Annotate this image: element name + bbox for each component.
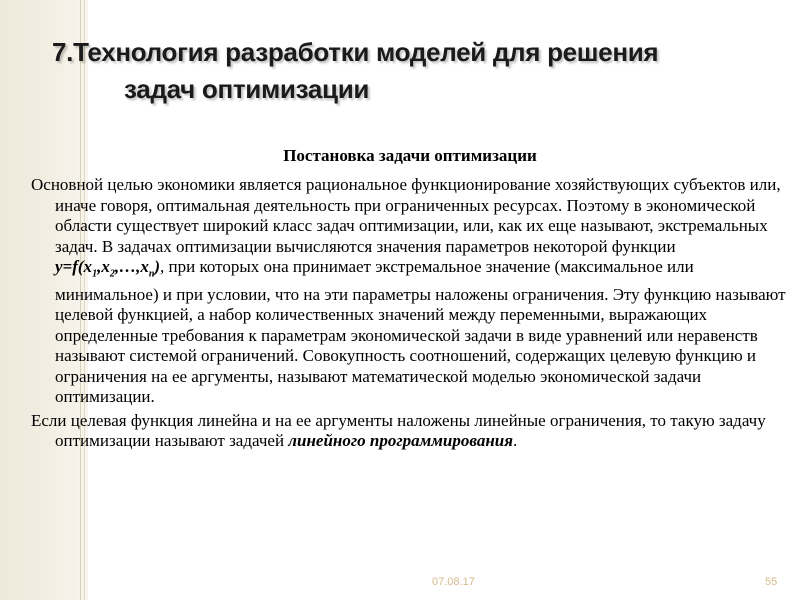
slide-title [52, 34, 752, 108]
paragraph-2-text-after: . [512, 431, 518, 451]
formula-part: ,x [97, 257, 110, 276]
page-number: 55 [765, 576, 778, 588]
title-line-2: задач оптимизации [124, 74, 370, 104]
paragraph-1-text-after: , при которых она принимает экстремальное значение (максимальное или минимальное) и при условии, что на эти параметры наложены ограничения. Эту функцию называют целевой функцией, а набор количественных значений между переменными, выражающих определенные требования к параметрам экономической задачи в виде уравнений или неравенств называют системой ограничений. Совокупность соотношений, содержащих целевую функцию и ограничения на ее аргументы, называют математической моделью экономической задачи оптимизации. [55, 257, 786, 407]
formula-sub-1: 1 [92, 268, 98, 280]
footer-date: 07.08.17 [432, 576, 475, 588]
formula-sub-2: 2 [109, 268, 115, 280]
function-formula [55, 257, 161, 280]
formula-tail: ) [154, 257, 161, 276]
paragraph-2-text-before: Если целевая функция линейна и на ее аргументы наложены линейные ограничения, то такую задачу оптимизации называют задачей [31, 410, 766, 451]
section-subtitle: Постановка задачи оптимизации [283, 146, 537, 165]
title-line-1: 7.Технология разработки моделей для решения [52, 37, 659, 67]
paragraph-1 [31, 175, 789, 408]
emphasis-term: линейного программирования [288, 431, 513, 451]
paragraph-1-text-before: Основной целью экономики является рациональное функционирование хозяйствующих субъектов или, иначе говоря, оптимальная деятельность при ограниченных ресурсах. Поэтому в экономической области существует широкий класс задач оптимизации, или, как их еще называют, экстремальных задач. В задачах оптимизации вычисляются значения параметров некоторой функции [31, 175, 781, 256]
formula-sub-n: n [148, 268, 155, 280]
slide-body [31, 175, 789, 455]
formula-head: y=f(x [55, 257, 93, 276]
paragraph-2 [31, 411, 789, 452]
formula-part: ,…,x [114, 257, 149, 276]
